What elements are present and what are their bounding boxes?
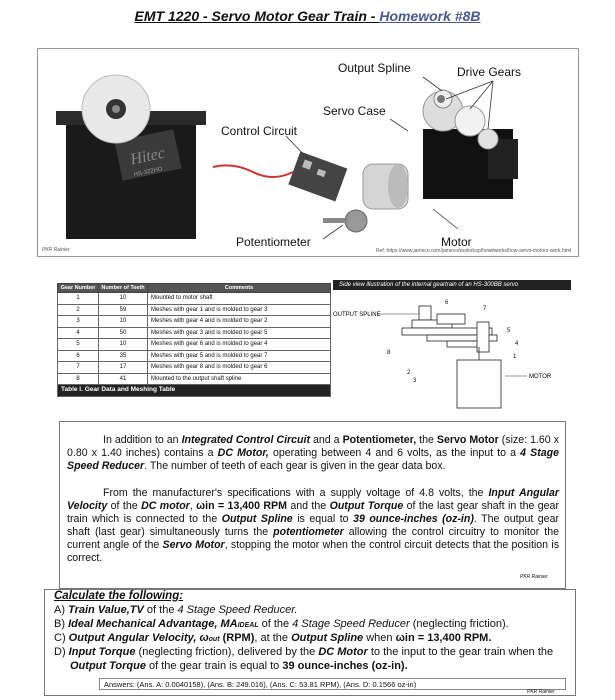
question-b: B) Ideal Mechanical Advantage, MAIDEAL of the 4 Stage Speed Reducer (neglecting friction).: [54, 618, 509, 630]
diagram-header: Side view illustration of the internal geartrain of an HS-300BB servo: [333, 280, 571, 290]
table-row: [58, 327, 331, 339]
svg-text:Hitec: Hitec: [128, 144, 167, 169]
servo-photo: [37, 48, 579, 257]
diagram-gear-number: 8: [387, 350, 391, 356]
diagram-gear-number: 5: [507, 328, 511, 334]
comment-cell: Mounted to the output shaft spline: [148, 373, 331, 385]
servo-case: [423, 129, 518, 199]
comment-cell: Meshes with gear 3 and is molded to gear 5: [148, 327, 331, 339]
calculate-credit: PKR Rainier: [527, 689, 555, 695]
label-motor: Motor: [441, 235, 472, 249]
motor-body: [457, 360, 501, 408]
calculate-heading: Calculate the following:: [54, 590, 184, 602]
table-row: [58, 373, 331, 385]
diagram-gear-number: 1: [513, 354, 517, 360]
problem-credit: PKR Rainier: [520, 574, 548, 580]
comment-cell: Meshes with gear 4 and is molded to gear 2: [148, 316, 331, 328]
gear-number-cell: 2: [58, 304, 99, 316]
label-output-spline: Output Spline: [338, 61, 411, 75]
svg-text:HS-322HD: HS-322HD: [133, 166, 163, 179]
table-row: [58, 316, 331, 328]
photo-source-url: Ref: https://www.jameco.com/jameco/workshop/howitworks/how-servo-motors-work.html: [376, 248, 572, 254]
diagram-gear-number: 4: [515, 341, 519, 347]
label-servo-case: Servo Case: [323, 104, 386, 118]
diagram-gear-number: 3: [413, 378, 417, 384]
table-header: Comments: [148, 284, 331, 293]
potentiometer: [323, 210, 367, 232]
problem-paragraph-1: In addition to an Integrated Control Circuit and a Potentiometer, the Servo Motor (size: 1.60 x 0.80 x 1.40 inches) contains a DC Motor, operating between 4 and 6 volts, as the input to a 4 Stage Speed Reducer. The number of teeth of each gear is given in the gear data box.: [67, 434, 559, 473]
gear-data-table: [57, 283, 331, 397]
diagram-gear-number: 6: [445, 300, 449, 306]
gear-7: [437, 314, 465, 324]
gear-number-cell: 5: [58, 339, 99, 351]
label-potentiometer: Potentiometer: [236, 235, 311, 249]
gear-number-cell: 1: [58, 293, 99, 305]
output-spline-shaft: [419, 306, 431, 320]
question-a: A) Train Value,TV of the 4 Stage Speed Reducer.: [54, 604, 298, 616]
teeth-count-cell: 10: [99, 293, 148, 305]
teeth-count-cell: 17: [99, 362, 148, 374]
dc-motor: [363, 164, 408, 209]
answers-box: Answers: (Ans. A: 0.0040158), (Ans. B: 249.016), (Ans. C: 53.81 RPM), (Ans. D: 0.1566 oz-in): [99, 678, 566, 690]
diagram-output-spline-label: OUTPUT SPLINE: [333, 312, 381, 318]
question-d: D) Input Torque (neglecting friction), delivered by the DC Motor to the input to the gear train when the Output Torque of the gear train is equal to 39 ounce-inches (oz-in).: [54, 646, 554, 672]
teeth-count-cell: 10: [99, 316, 148, 328]
table-row: [58, 339, 331, 351]
comment-cell: Meshes with gear 5 and is molded to gear 7: [148, 350, 331, 362]
comment-cell: Meshes with gear 6 and is molded to gear 4: [148, 339, 331, 351]
photo-credit: PKR Rainier: [42, 247, 70, 253]
label-drive-gears: Drive Gears: [457, 65, 522, 79]
problem-paragraph-2: From the manufacturer's specifications with a supply voltage of 4.8 volts, the Input Angular Velocity of the DC motor, ωin = 13,400 RPM and the Output Torque of the last gear shaft in the gear train which is connected to the Output Spline is equal to 39 ounce-inches (oz-in). The output gear shaft (last gear) simultaneously turns the potentiometer allowing the control circuitry to monitor the current angle of the Servo Motor, stopping the motor when the control circuit detects that the position is correct.: [67, 487, 560, 565]
gear-number-cell: 4: [58, 327, 99, 339]
teeth-count-cell: 41: [99, 373, 148, 385]
page-title: EMT 1220 - Servo Motor Gear Train - Homework #8B: [134, 8, 481, 24]
teeth-count-cell: 10: [99, 339, 148, 351]
assembled-servo: [56, 75, 206, 239]
table-header: Gear Number: [58, 284, 99, 293]
geartrain-diagram: [327, 278, 575, 413]
control-circuit-board: [213, 151, 347, 201]
table-row: [58, 293, 331, 305]
gear-number-cell: 6: [58, 350, 99, 362]
gear-number-cell: 8: [58, 373, 99, 385]
label-control-circuit: Control Circuit: [221, 124, 298, 138]
gear-number-cell: 7: [58, 362, 99, 374]
comment-cell: Meshes with gear 8 and is molded to gear 6: [148, 362, 331, 374]
gear-number-cell: 3: [58, 316, 99, 328]
diagram-gear-number: 2: [407, 370, 411, 376]
teeth-count-cell: 50: [99, 327, 148, 339]
question-c: C) Output Angular Velocity, ωout (RPM), at the Output Spline when ωin = 13,400 RPM.: [54, 632, 492, 644]
teeth-count-cell: 35: [99, 350, 148, 362]
diagram-gear-number: 7: [483, 306, 487, 312]
table-caption: Table I. Gear Data and Meshing Table: [58, 385, 331, 397]
table-row: [58, 350, 331, 362]
comment-cell: Mounted to motor shaft: [148, 293, 331, 305]
table-header: Number of Teeth: [99, 284, 148, 293]
servo-illustration: [38, 49, 578, 256]
table-row: [58, 304, 331, 316]
table-row: [58, 362, 331, 374]
comment-cell: Meshes with gear 1 and is molded to gear 3: [148, 304, 331, 316]
teeth-count-cell: 59: [99, 304, 148, 316]
diagram-motor-label: MOTOR: [529, 374, 552, 380]
